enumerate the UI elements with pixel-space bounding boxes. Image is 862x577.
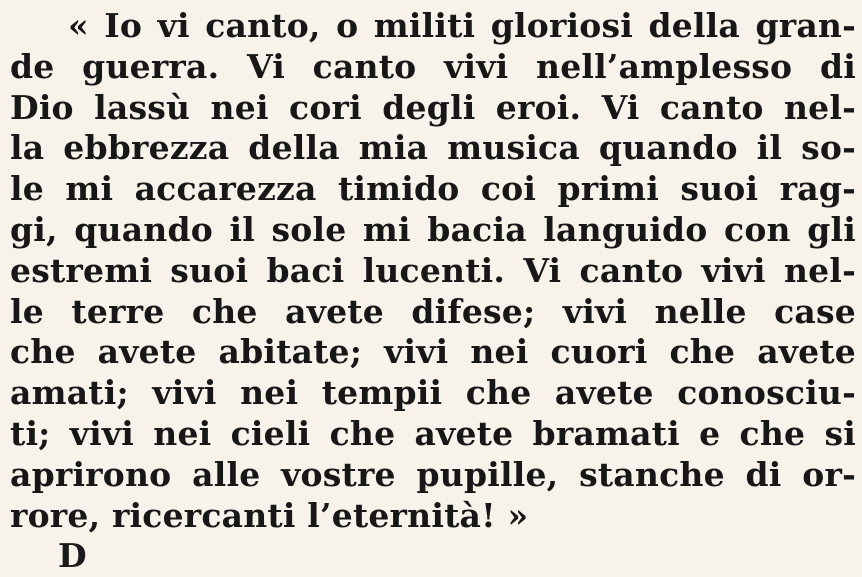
- text-line: Dio lassù nei cori degli eroi. Vi canto nel-: [10, 87, 856, 127]
- text-line: le mi accarezza timido coi primi suoi rag-: [10, 169, 856, 209]
- text-line: che avete abitate; vivi nei cuori che avete: [10, 332, 856, 372]
- next-paragraph-start: D: [58, 536, 87, 576]
- text-line: la ebbrezza della mia musica quando il so-: [10, 128, 856, 168]
- text-line: aprirono alle vostre pupille, stanche di or-: [10, 454, 856, 494]
- text-line: gi, quando il sole mi bacia languido con gli: [10, 209, 856, 249]
- text-line: amati; vivi nei tempii che avete conosciu-: [10, 373, 856, 413]
- text-line: de guerra. Vi canto vivi nell’amplesso di: [10, 46, 856, 86]
- text-line: estremi suoi baci lucenti. Vi canto vivi nel-: [10, 250, 856, 290]
- quoted-paragraph: [10, 6, 856, 577]
- text-line-last: rore, ricercanti l’eternità! »: [10, 495, 529, 535]
- text-line: le terre che avete difese; vivi nelle case: [10, 291, 856, 331]
- text-line: ti; vivi nei cieli che avete bramati e che si: [10, 413, 856, 453]
- text-line: « Io vi canto, o militi gloriosi della gran-: [68, 6, 856, 45]
